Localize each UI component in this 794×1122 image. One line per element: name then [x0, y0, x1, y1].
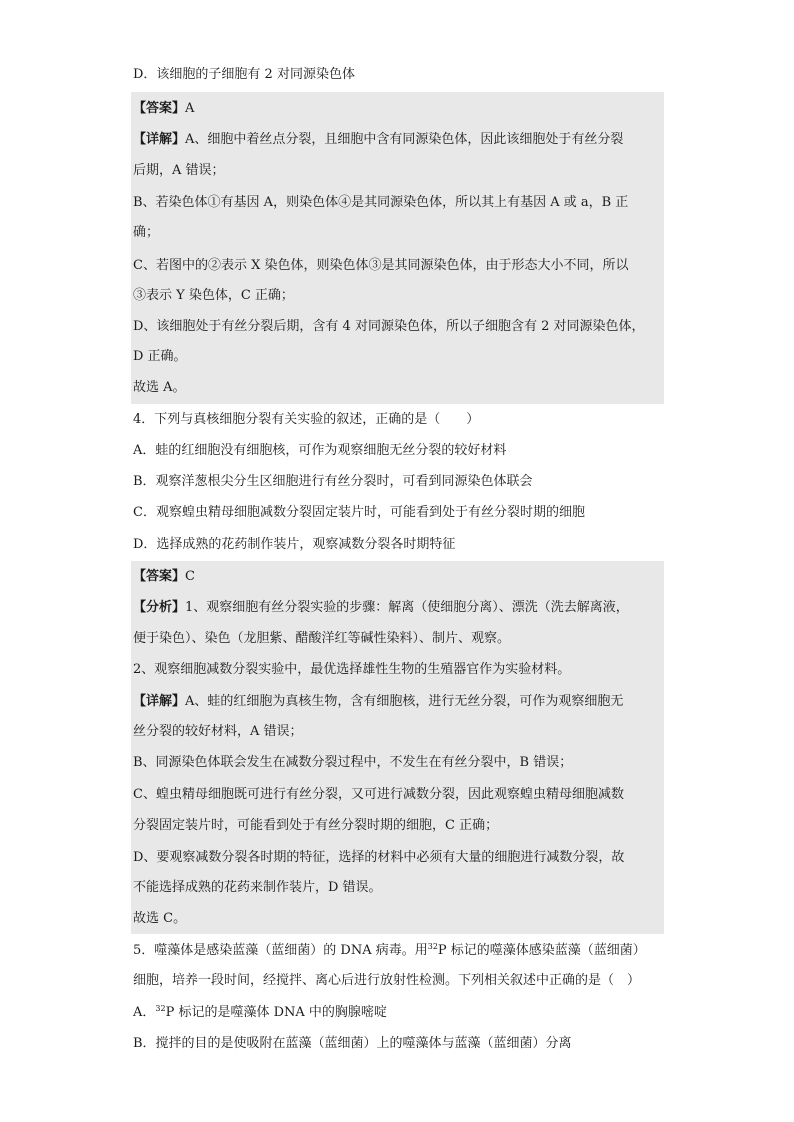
q3-conclusion: 故选 A。: [133, 380, 186, 395]
q3-option-d: D．该细胞的子细胞有 2 对同源染色体: [133, 67, 355, 82]
answer-value: A: [185, 101, 195, 116]
answer-value: C: [185, 569, 195, 584]
q3-detail-line: D、该细胞处于有丝分裂后期，含有 4 对同源染色体，所以子细胞含有 2 对同源染色体，: [133, 319, 645, 334]
isotope-mass-number: 32: [427, 942, 438, 951]
q4-option-a: A．蛙的红细胞没有细胞核，可作为观察细胞无丝分裂的较好材料: [133, 443, 507, 458]
answer-tag: 【答案】: [133, 569, 186, 584]
q3-detail-line: 后期，A 错误；: [133, 163, 225, 178]
q4-option-b: B．观察洋葱根尖分生区细胞进行有丝分裂时，可看到同源染色体联会: [133, 474, 533, 489]
q4-analysis-line: 2、观察细胞减数分裂实验中，最优选择雄性生物的生殖器官作为实验材料。: [133, 662, 571, 677]
detail-tag: 【详解】: [133, 694, 186, 709]
q3-answer: [133, 99, 194, 119]
q4-option-d: D．选择成熟的花药制作装片，观察减数分裂各时期特征: [133, 537, 456, 552]
q3-detail-line: ③表示 Y 染色体，C 正确；: [133, 288, 294, 303]
q3-detail-line: [133, 130, 623, 150]
q4-detail-line: 不能选择成熟的花药来制作装片，D 错误。: [133, 880, 382, 895]
q4-analysis-line: 便于染色）、染色（龙胆紫、醋酸洋红等碱性染料）、制片、观察。: [133, 631, 511, 646]
q4-answer: [133, 567, 195, 587]
q4-stem: 4．下列与真核细胞分裂有关实验的叙述，正确的是（ ）: [133, 412, 480, 427]
detail-tag: 【详解】: [133, 132, 186, 147]
q4-detail-line: B、同源染色体联会发生在减数分裂过程中，不发生在有丝分裂中，B 错误；: [133, 755, 573, 770]
q4-detail-line: C、蝗虫精母细胞既可进行有丝分裂，又可进行减数分裂，因此观察蝗虫精母细胞减数: [133, 787, 624, 802]
q4-detail-line: 丝分裂的较好材料，A 错误；: [133, 724, 303, 739]
q4-analysis-line: [133, 598, 629, 618]
q3-detail-line: D 正确。: [133, 349, 187, 364]
q4-detail-line: 分裂固定装片时，可能看到处于有丝分裂时期的细胞，C 正确；: [133, 818, 499, 833]
isotope-mass-number: 32: [155, 1004, 166, 1013]
q5-stem: [133, 941, 646, 961]
q4-option-c: C．观察蝗虫精母细胞减数分裂固定装片时，可能看到处于有丝分裂时期的细胞: [133, 505, 585, 520]
q5-stem-text: P 标记的噬藻体感染蓝藻（蓝细菌）: [437, 943, 646, 958]
analysis-tag: 【分析】: [133, 600, 186, 615]
detail-text: A、蛙的红细胞为真核生物，含有细胞核，进行无丝分裂，可作为观察细胞无: [185, 694, 624, 709]
option-label: A．: [133, 1005, 156, 1020]
q5-option-b: B．搅拌的目的是使吸附在蓝藻（蓝细菌）上的噬藻体与蓝藻（蓝细菌）分离: [133, 1036, 572, 1051]
q4-detail-line: D、要观察减数分裂各时期的特征，选择的材料中必须有大量的细胞进行减数分裂，故: [133, 850, 625, 865]
q3-detail-line: B、若染色体①有基因 A，则染色体④是其同源染色体，所以其上有基因 A 或 a，B 正: [133, 195, 629, 210]
detail-text: A、细胞中着丝点分裂，且细胞中含有同源染色体，因此该细胞处于有丝分裂: [185, 132, 624, 147]
analysis-text: 1、观察细胞有丝分裂实验的步骤：解离（使细胞分离）、漂洗（洗去解离液，: [185, 600, 629, 615]
q3-detail-line: C、若图中的②表示 X 染色体，则染色体③是其同源染色体，由于形态大小不同，所以: [133, 258, 629, 273]
q5-option-a: [133, 1003, 387, 1023]
q4-conclusion: 故选 C。: [133, 911, 187, 926]
q5-stem-line: 细胞，培养一段时间，经搅拌、离心后进行放射性检测。下列相关叙述中正确的是（ ）: [133, 973, 641, 988]
q3-detail-line: 确；: [133, 225, 160, 240]
q5-stem-text: 5．噬藻体是感染蓝藻（蓝细菌）的 DNA 病毒。用: [133, 943, 428, 958]
answer-tag: 【答案】: [133, 101, 186, 116]
option-text: P 标记的是噬藻体 DNA 中的胸腺嘧啶: [165, 1005, 387, 1020]
q4-detail-line: [133, 692, 623, 712]
